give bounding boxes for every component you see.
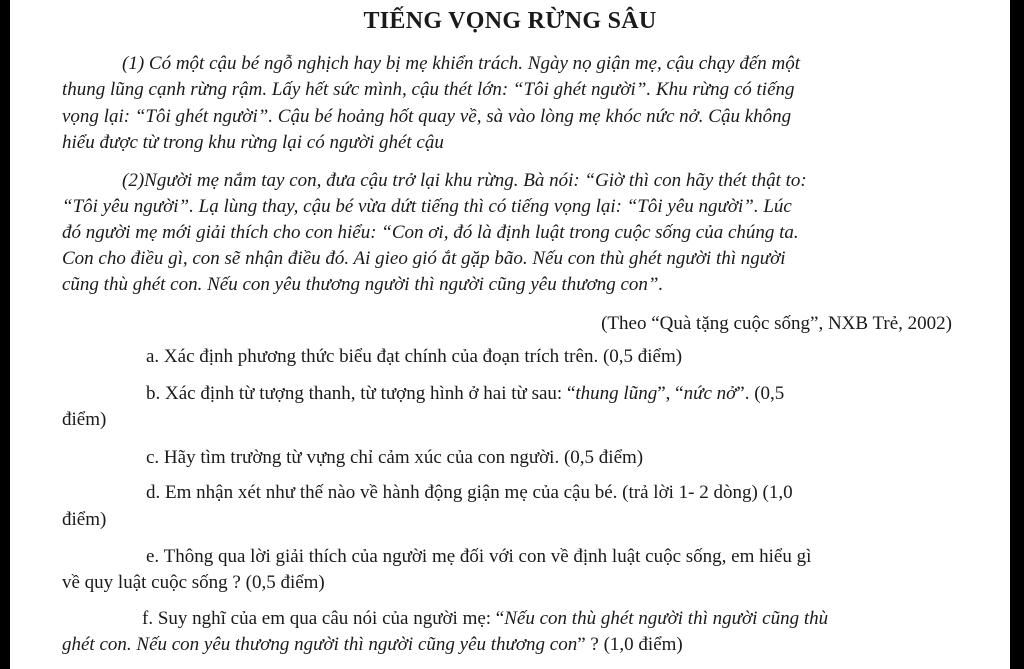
question-b-mid: ”, “ xyxy=(657,383,684,404)
question-b-suffix: ”. (0,5 xyxy=(736,383,785,404)
question-a: a. Xác định phương thức biểu đạt chính của đoạn trích trên. (0,5 điểm) xyxy=(146,346,683,367)
paragraph1-line-3: vọng lại: “Tôi ghét người”. Cậu bé hoảng hốt quay về, sà vào lòng mẹ khóc nức nở. Cậu không xyxy=(62,106,792,127)
question-f-line-2 xyxy=(62,634,683,656)
question-b-word2: nức nở xyxy=(683,383,737,404)
document-page xyxy=(10,0,1010,669)
question-f-line-1 xyxy=(142,608,828,630)
question-c: c. Hãy tìm trường từ vựng chỉ cảm xúc của con người. (0,5 điểm) xyxy=(146,447,644,468)
paragraph1-line-4: hiểu được từ trong khu rừng lại có người ghét cậu xyxy=(62,132,444,153)
document-title: TIẾNG VỌNG RỪNG SÂU xyxy=(363,8,657,34)
paragraph1-line-1: (1) Có một cậu bé ngỗ nghịch hay bị mẹ khiển trách. Ngày nọ giận mẹ, cậu chạy đến một xyxy=(122,53,801,74)
question-e-line-2: về quy luật cuộc sống ? (0,5 điểm) xyxy=(62,572,325,593)
question-b-prefix: b. Xác định từ tượng thanh, từ tượng hình ở hai từ sau: “ xyxy=(146,383,576,404)
question-b xyxy=(146,383,784,405)
question-e-line-1: e. Thông qua lời giải thích của người mẹ đối với con về định luật cuộc sống, em hiểu gì xyxy=(146,546,812,567)
source-citation: (Theo “Quà tặng cuộc sống”, NXB Trẻ, 2002) xyxy=(601,313,952,334)
paragraph2-line-2: “Tôi yêu người”. Lạ lùng thay, cậu bé vừa dứt tiếng thì có tiếng vọng lại: “Tôi yêu người”. Lúc xyxy=(62,196,792,217)
paragraph2-line-4: Con cho điều gì, con sẽ nhận điều đó. Ai gieo gió ắt gặp bão. Nếu con thù ghét người thì người xyxy=(62,248,786,269)
question-d-line-2: điểm) xyxy=(62,509,107,530)
paragraph1-line-2: thung lũng cạnh rừng rậm. Lấy hết sức mình, cậu thét lớn: “Tôi ghét người”. Khu rừng có tiếng xyxy=(62,79,795,100)
question-d-line-1: d. Em nhận xét như thế nào về hành động giận mẹ của cậu bé. (trả lời 1- 2 dòng) (1,0 xyxy=(146,482,793,503)
question-f-quote-part2: ghét con. Nếu con yêu thương người thì người cũng yêu thương con xyxy=(62,634,578,655)
question-f-quote-part1: Nếu con thù ghét người thì người cũng thù xyxy=(504,608,829,629)
paragraph2-line-3: đó người mẹ mới giải thích cho con hiểu: “Con ơi, đó là định luật trong cuộc sống của chúng ta. xyxy=(62,222,799,243)
question-b-continuation: điểm) xyxy=(62,409,107,430)
question-b-word1: thung lũng xyxy=(575,383,658,404)
paragraph2-line-5: cũng thù ghét con. Nếu con yêu thương người thì người cũng yêu thương con”. xyxy=(62,274,664,295)
paragraph2-line-1: (2)Người mẹ nắm tay con, đưa cậu trở lại khu rừng. Bà nói: “Giờ thì con hãy thét thật to: xyxy=(122,170,807,191)
question-f-suffix: ” ? (1,0 điểm) xyxy=(577,634,683,655)
question-f-prefix: f. Suy nghĩ của em qua câu nói của người mẹ: “ xyxy=(142,608,505,629)
